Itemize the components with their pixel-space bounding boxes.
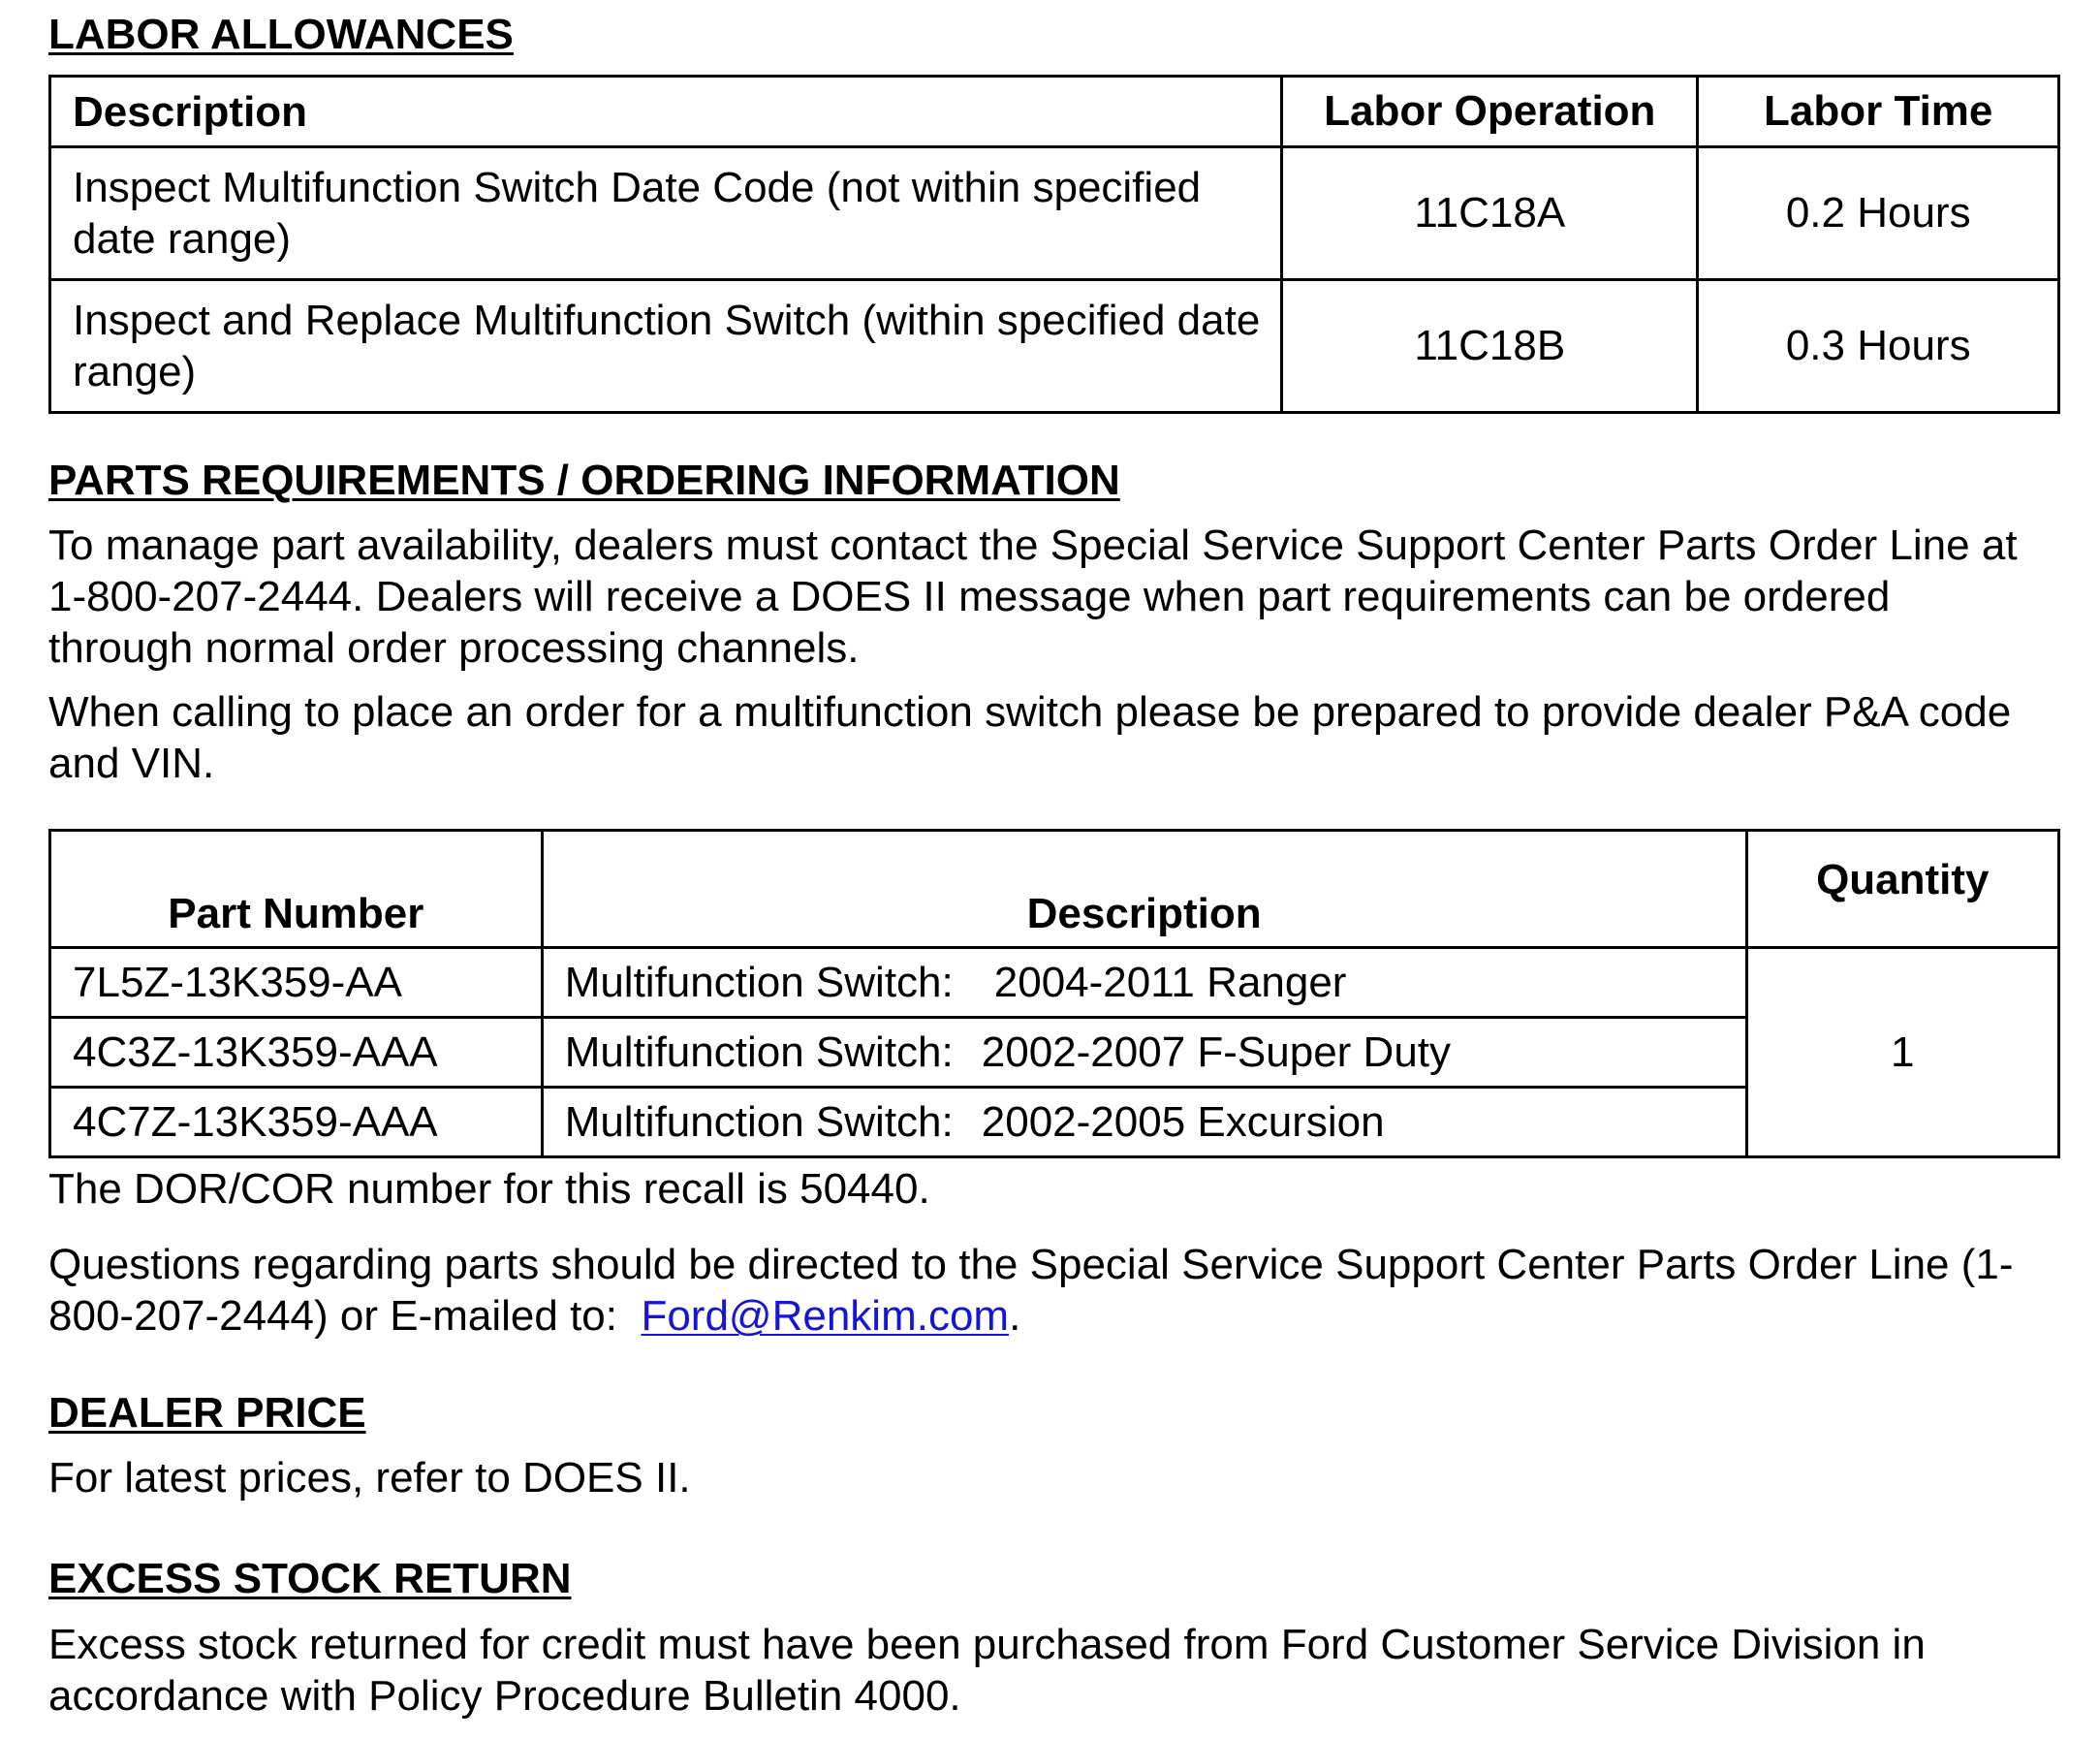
table-row [50, 280, 2059, 413]
table-header-row [50, 831, 2059, 948]
table-row [50, 948, 2059, 1018]
table-header-row [50, 77, 2059, 147]
part-description-value: 2004-2011 Ranger [993, 959, 1347, 1006]
labor-operation-cell: 11C18B [1282, 280, 1698, 413]
table-row [50, 147, 2059, 280]
labor-time-cell: 0.3 Hours [1698, 280, 2059, 413]
part-number-cell: 7L5Z-13K359-AA [50, 948, 543, 1018]
dealer-price-text: For latest prices, refer to DOES II. [48, 1454, 691, 1502]
column-header-description: Description [542, 831, 1746, 948]
column-header-description: Description [50, 77, 1282, 147]
parts-ordering-paragraph: When calling to place an order for a multifunction switch please be prepared to provide dealer P&A code and VIN. [48, 688, 2012, 787]
parts-table [48, 829, 2060, 1158]
part-description-label: Multifunction Switch: [564, 1098, 954, 1146]
labor-operation-cell: 11C18A [1282, 147, 1698, 280]
part-number-cell: 4C3Z-13K359-AAA [50, 1018, 543, 1088]
parts-availability-paragraph: To manage part availability, dealers must contact the Special Service Support Center Parts Order Line at 1-800-207-2444. Dealers will receive a DOES II message when part requirements can be ordered through normal order processing channels. [48, 522, 2018, 672]
email-suffix: . [1009, 1292, 1021, 1340]
email-link[interactable]: Ford@Renkim.com [641, 1292, 1010, 1340]
dor-cor-number-text: The DOR/COR number for this recall is 50440. [48, 1165, 930, 1213]
column-header-labor-time: Labor Time [1698, 77, 2059, 147]
parts-requirements-heading: PARTS REQUIREMENTS / ORDERING INFORMATION [48, 457, 1120, 504]
labor-allowances-table [48, 75, 2060, 414]
part-description-value: 2002-2007 F-Super Duty [981, 1028, 1452, 1076]
labor-description-cell: Inspect Multifunction Switch Date Code (not within specified date range) [50, 147, 1282, 280]
quantity-cell: 1 [1746, 948, 2058, 1157]
excess-stock-return-heading: EXCESS STOCK RETURN [48, 1555, 572, 1602]
part-number-cell: 4C7Z-13K359-AAA [50, 1088, 543, 1157]
column-header-labor-operation: Labor Operation [1282, 77, 1698, 147]
parts-questions-paragraph [48, 1239, 2064, 1342]
labor-allowances-heading: LABOR ALLOWANCES [48, 11, 514, 58]
part-description-cell [542, 1018, 1746, 1088]
column-header-quantity: Quantity [1746, 831, 2058, 948]
part-description-label: Multifunction Switch: [564, 1028, 954, 1076]
part-description-value: 2002-2005 Excursion [981, 1098, 1385, 1146]
excess-stock-return-text: Excess stock returned for credit must have been purchased from Ford Customer Service Division in accordance with Policy Procedure Bulletin 4000. [48, 1621, 1926, 1720]
dealer-price-heading: DEALER PRICE [48, 1389, 366, 1437]
column-header-part-number: Part Number [50, 831, 543, 948]
parts-questions-text: Questions regarding parts should be directed to the Special Service Support Center Parts Order Line (1-800-207-2444) or E-mailed to: [48, 1241, 2014, 1340]
part-description-cell [542, 1088, 1746, 1157]
labor-description-cell: Inspect and Replace Multifunction Switch (within specified date range) [50, 280, 1282, 413]
part-description-cell [542, 948, 1746, 1018]
labor-time-cell: 0.2 Hours [1698, 147, 2059, 280]
part-description-label: Multifunction Switch: [564, 959, 954, 1006]
